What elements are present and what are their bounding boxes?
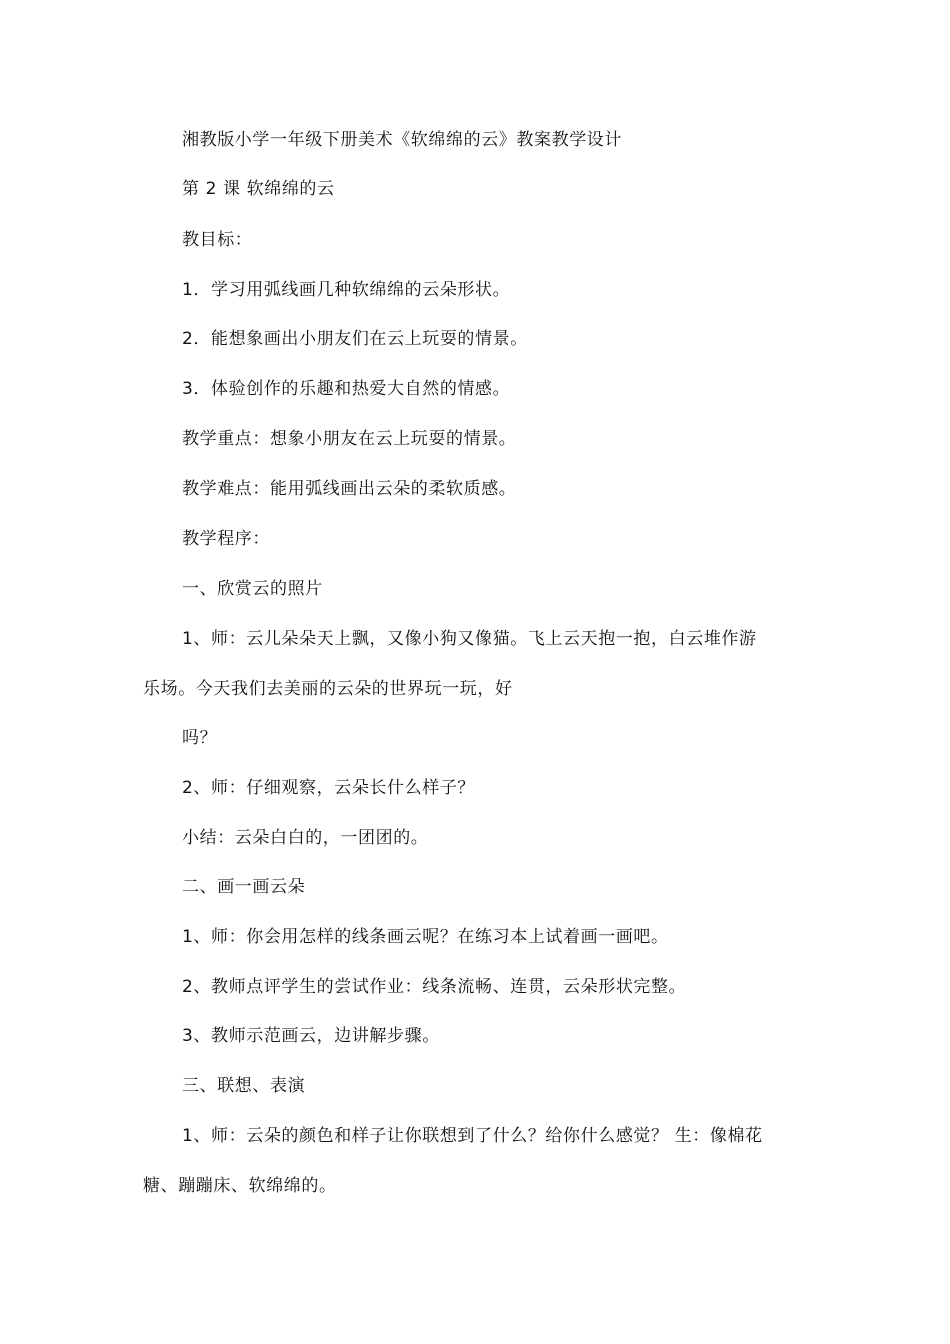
objectives-heading: 教目标：: [182, 230, 253, 250]
paragraph-line: 糖、蹦蹦床、软绵绵的。: [143, 1176, 337, 1196]
paragraph-line: 1、师：你会用怎样的线条画云呢？在练习本上试着画一画吧。: [182, 927, 669, 947]
paragraph-line: 2、师：仔细观察，云朵长什么样子？: [182, 778, 476, 798]
paragraph-line: 3、教师示范画云，边讲解步骤。: [182, 1026, 440, 1046]
procedure-heading: 教学程序：: [182, 529, 270, 549]
paragraph-line: 1、师：云儿朵朵天上飘，又像小狗又像猫。飞上云天抱一抱，白云堆作游: [182, 629, 757, 649]
section-heading: 二、画一画云朵: [182, 877, 306, 897]
section-heading: 一、欣赏云的照片: [182, 579, 323, 599]
objective-item: 1．学习用弧线画几种软绵绵的云朵形状。: [182, 280, 511, 300]
lesson-title: 第 2 课 软绵绵的云: [182, 179, 335, 199]
document-title: 湘教版小学一年级下册美术《软绵绵的云》教案教学设计: [182, 130, 622, 150]
paragraph-line: 乐场。今天我们去美丽的云朵的世界玩一玩，好: [143, 679, 513, 699]
paragraph-line: 1、师：云朵的颜色和样子让你联想到了什么？给你什么感觉？ 生：像棉花: [182, 1126, 763, 1146]
key-point: 教学重点：想象小朋友在云上玩耍的情景。: [182, 429, 517, 449]
difficulty: 教学难点：能用弧线画出云朵的柔软质感。: [182, 479, 517, 499]
section-heading: 三、联想、表演: [182, 1076, 306, 1096]
objective-item: 2．能想象画出小朋友们在云上玩耍的情景。: [182, 329, 528, 349]
paragraph-line: 吗？: [182, 728, 218, 748]
summary-line: 小结：云朵白白的，一团团的。: [182, 828, 429, 848]
paragraph-line: 2、教师点评学生的尝试作业：线条流畅、连贯，云朵形状完整。: [182, 977, 687, 997]
objective-item: 3．体验创作的乐趣和热爱大自然的情感。: [182, 379, 511, 399]
